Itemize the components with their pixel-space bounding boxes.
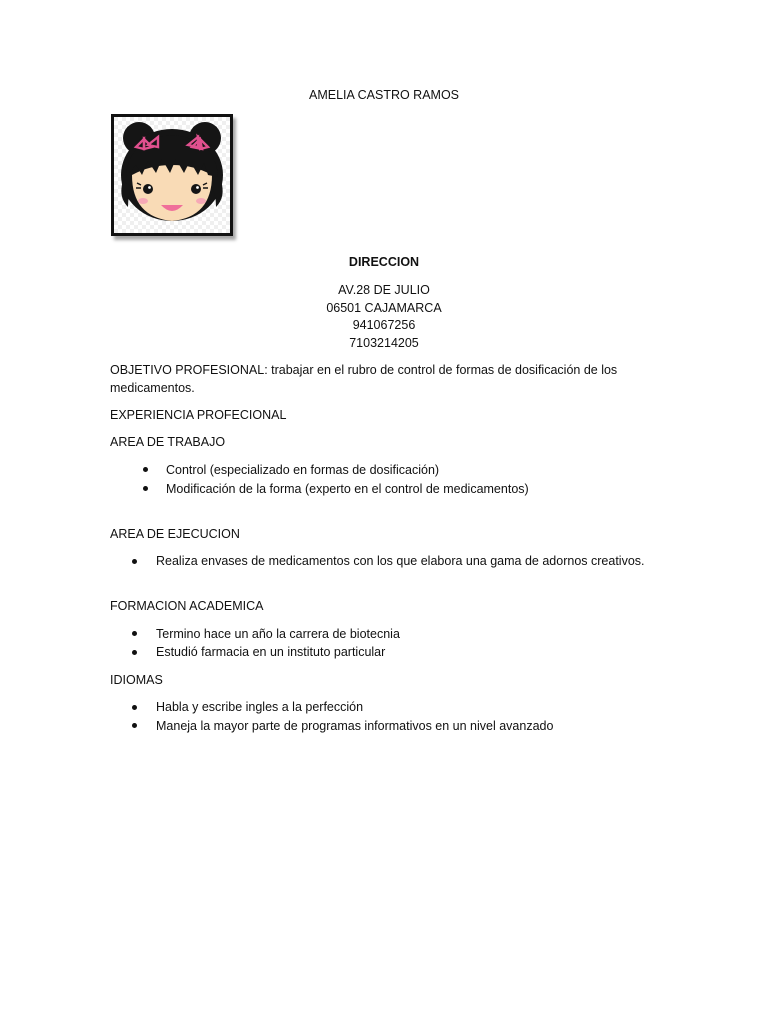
person-name: AMELIA CASTRO RAMOS — [308, 88, 460, 102]
execution-area-item: Realiza envases de medicamentos con los que elabora una gama de adornos creativos. — [156, 554, 645, 568]
languages-item: Habla y escribe ingles a la perfección — [156, 700, 364, 714]
languages-item: Maneja la mayor parte de programas informativos en un nivel avanzado — [156, 719, 554, 733]
bullet-icon — [132, 559, 137, 564]
experience-heading: EXPERIENCIA PROFECIONAL — [110, 408, 287, 422]
education-item: Termino hace un año la carrera de biotecnia — [156, 627, 400, 641]
phone-primary: 941067256 — [352, 318, 416, 332]
work-area-heading: AREA DE TRABAJO — [110, 435, 226, 449]
phone-secondary: 7103214205 — [349, 336, 419, 350]
execution-area-heading: AREA DE EJECUCION — [110, 527, 240, 541]
cartoon-girl-avatar-icon — [114, 117, 230, 233]
address-city: 06501 CAJAMARCA — [326, 301, 442, 315]
bullet-icon — [132, 631, 137, 636]
profile-photo — [111, 114, 233, 236]
objective-line-2: medicamentos. — [110, 381, 195, 395]
bullet-icon — [132, 705, 137, 710]
bullet-icon — [143, 486, 148, 491]
work-area-item: Control (especializado en formas de dosificación) — [166, 463, 440, 477]
languages-heading: IDIOMAS — [110, 673, 163, 687]
education-heading: FORMACION ACADEMICA — [110, 599, 264, 613]
address-street: AV.28 DE JULIO — [338, 283, 430, 297]
work-area-item: Modificación de la forma (experto en el control de medicamentos) — [166, 482, 529, 496]
bullet-icon — [132, 723, 137, 728]
bullet-icon — [132, 650, 137, 655]
education-item: Estudió farmacia en un instituto particular — [156, 645, 386, 659]
objective-line-1: OBJETIVO PROFESIONAL: trabajar en el rubro de control de formas de dosificación de los — [110, 363, 618, 377]
bullet-icon — [143, 467, 148, 472]
address-heading: DIRECCION — [348, 255, 420, 269]
